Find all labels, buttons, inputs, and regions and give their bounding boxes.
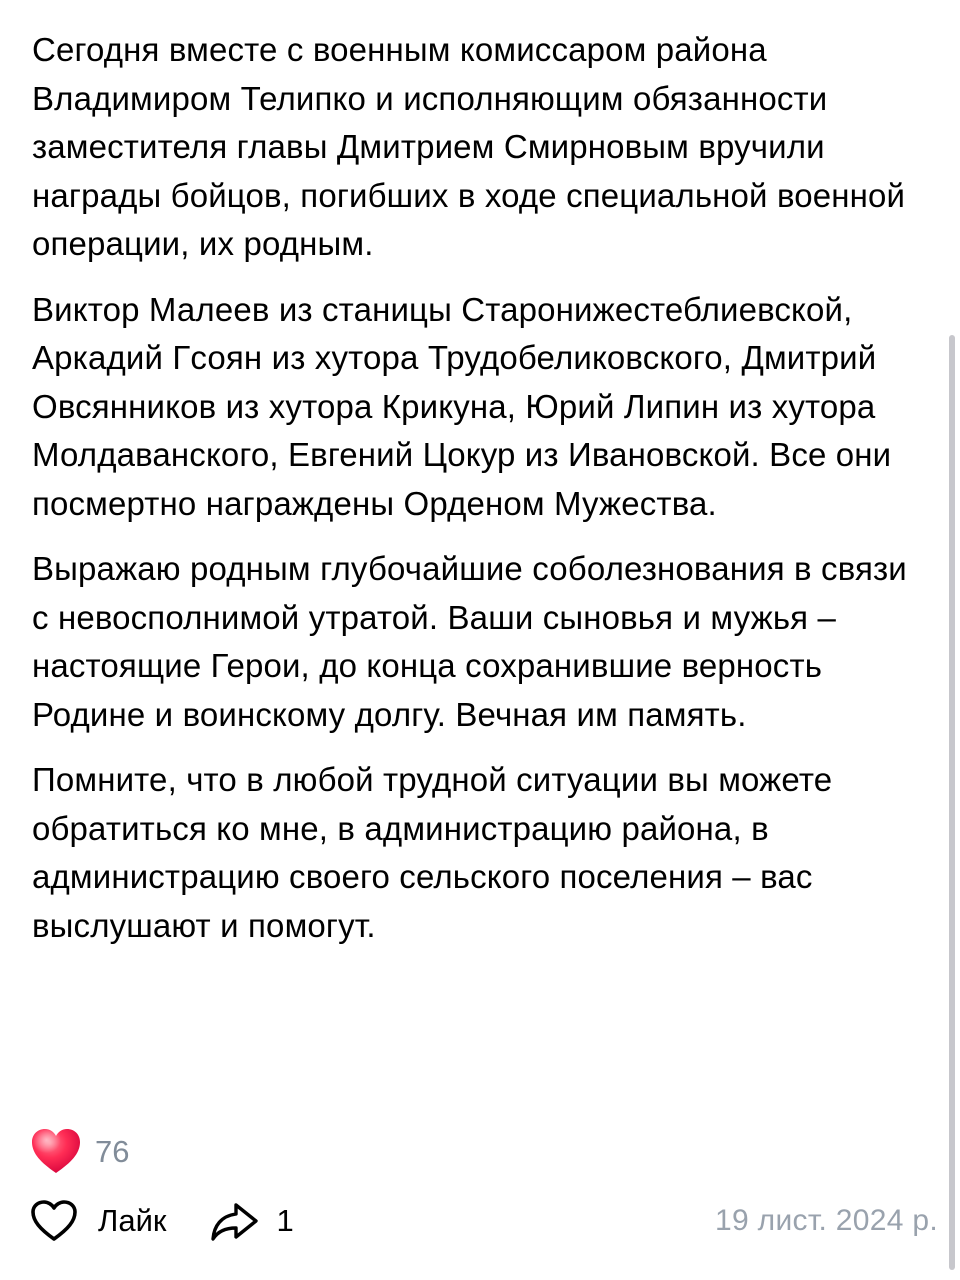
like-button[interactable] (28, 1195, 166, 1247)
share-button[interactable] (208, 1195, 293, 1247)
heart-outline-icon (28, 1195, 80, 1247)
scrollbar[interactable] (949, 335, 955, 1270)
post-paragraph-1: Сегодня вместе с военным комиссаром района Владимиром Телипко и исполняющим обязанности заместителя главы Дмитрием Смирновым вручили награды бойцов, погибших в ходе специальной военной операции, их родным. (32, 31, 906, 262)
reactions-summary[interactable] (30, 1124, 129, 1180)
reaction-count: 76 (95, 1134, 130, 1169)
red-heart-emoji-icon (30, 1126, 82, 1178)
like-label: Лайк (98, 1203, 167, 1238)
share-count: 1 (276, 1203, 294, 1238)
post-paragraph-4: Помните, что в любой трудной ситуации вы можете обратиться ко мне, в администрацию района, в администрацию своего сельского поселения – вас выслушают и помогут. (32, 761, 833, 944)
share-arrow-icon (208, 1195, 260, 1247)
post-paragraph-2: Виктор Малеев из станицы Старонижестеблиевской, Аркадий Гсоян из хутора Трудобеликовского, Дмитрий Овсянников из хутора Крикуна, Юрий Липин из хутора Молдаванского, Евгений Цокур из Ивановской. Все они посмертно награждены Орденом Мужества. (32, 290, 892, 522)
post-text (32, 26, 932, 967)
action-bar (28, 1192, 938, 1250)
post-date: 19 лист. 2024 р. (715, 1204, 938, 1237)
post-paragraph-3: Выражаю родным глубочайшие соболезнования в связи с невосполнимой утратой. Ваши сыновья и мужья – настоящие Герои, до конца сохранившие верность Родине и воинскому долгу. Вечная им память. (32, 550, 907, 733)
